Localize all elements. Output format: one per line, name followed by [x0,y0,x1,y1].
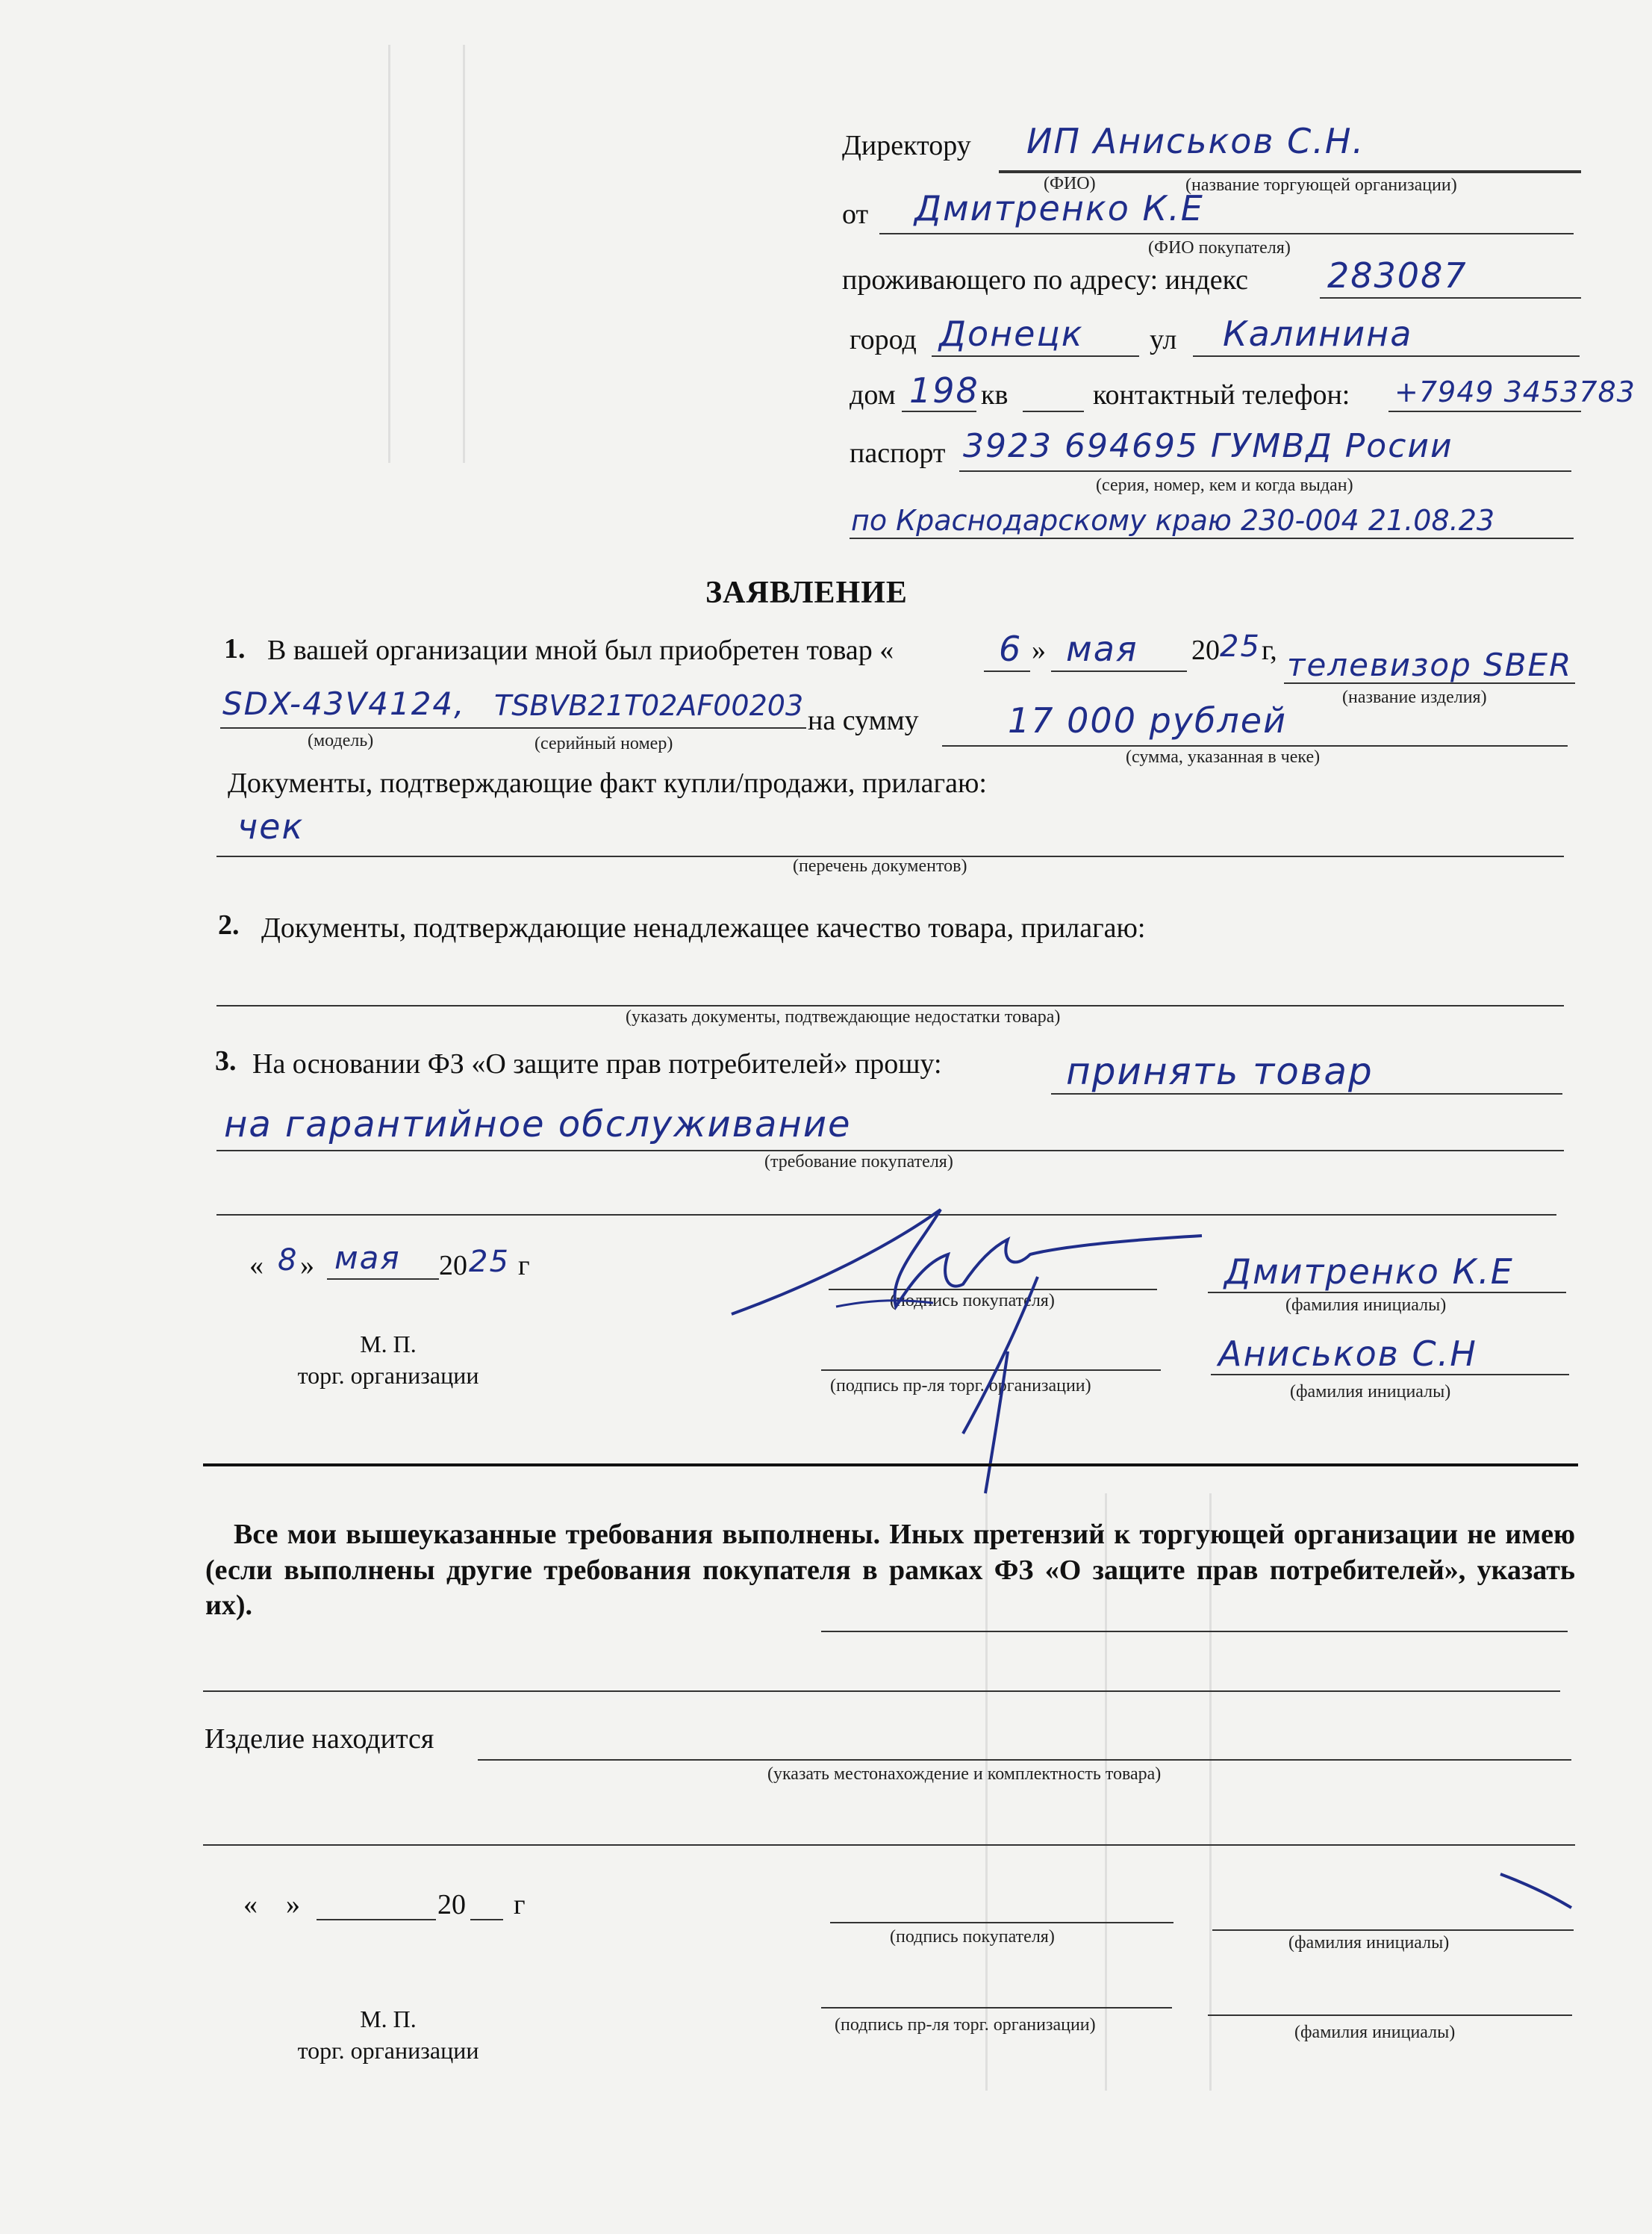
section-divider [203,1463,1578,1466]
stamp-line-1: М. П. [360,1331,417,1357]
purchase-day: 6 [999,629,1023,669]
item-1-number: 1. [224,633,246,665]
date-close: » [300,1250,314,1281]
date-open: « [249,1250,264,1281]
fio-caption: (ФИО) [1044,174,1096,193]
buyer2-signature-line [830,1922,1173,1923]
sign-month: мая [334,1239,401,1276]
docs-value: чек [237,806,305,847]
head-name-caption: (фамилия инициалы) [1290,1382,1451,1401]
model-line [220,727,493,729]
city-line [932,355,1139,357]
from-value: Дмитренко К.Е [914,188,1204,228]
org-caption: (название торгующей организации) [1185,175,1457,195]
director-label: Директору [842,130,971,161]
scan-artifact [388,45,390,463]
buyer2-name-line [1212,1929,1574,1931]
buyer-signature-caption: (подпись покупателя) [890,1291,1055,1310]
house-line [902,411,976,412]
pen-stroke-icon [1493,1867,1583,1911]
quote-close: » [1032,635,1046,666]
street-label: ул [1150,324,1177,355]
stamp-line-2: торг. организации [297,1361,479,1389]
passport-value-2: по Краснодарскому краю 230-004 21.08.23 [851,504,1495,537]
sign-year-suffix: г [518,1250,530,1281]
buyer2-name-caption: (фамилия инициалы) [1288,1933,1450,1953]
head-signature-icon [948,1269,1067,1493]
sign-day: 8 [278,1243,299,1278]
item-2-text: Документы, подтверждающие ненадлежащее качество товара, прилагаю: [261,912,1146,944]
item-2-line [216,1005,1564,1006]
house-value: 198 [909,370,979,411]
item-location-caption: (указать местонахождение и комплектность товара) [767,1764,1162,1784]
sum-label: на сумму [808,705,919,736]
product-value: телевизор SBER [1287,647,1573,683]
head2-name-caption: (фамилия инициалы) [1294,2023,1456,2042]
stamp2-line-2: торг. организации [297,2036,479,2064]
item-2-number: 2. [218,909,240,941]
model-value: SDX-43V4124, [222,685,466,722]
date2-year-prefix: 20 [437,1889,466,1920]
phone-line [1388,411,1581,412]
passport-label: паспорт [850,438,946,469]
from-label: от [842,199,869,230]
director-line [999,170,1581,173]
sign-year: 25 [469,1245,510,1279]
head2-name-line [1208,2014,1572,2016]
year-suffix: г, [1262,635,1277,666]
buyer2-signature-caption: (подпись покупателя) [890,1927,1055,1947]
house-label: дом [850,379,896,411]
stamp-area-2 [276,2004,500,2066]
head2-signature-line [821,2007,1172,2009]
sum-value: 17 000 рублей [1008,700,1287,741]
item-3-text: На основании ФЗ «О защите прав потребителей» прошу: [252,1048,942,1080]
document-title: ЗАЯВЛЕНИЕ [705,576,908,610]
docs-caption: (перечень документов) [793,856,967,876]
phone-label: контактный телефон: [1093,379,1350,411]
model-caption: (модель) [308,731,374,750]
sum-line [942,745,1568,747]
head2-signature-caption: (подпись пр-ля торг. организации) [835,2015,1096,2035]
head-name-line [1211,1374,1569,1375]
completion-paragraph: Все мои вышеуказанные требования выполнены. Иных претензий к торгующей организации не имею (если выполнены другие требования покупателя в рамках ФЗ «О защите прав потребителей», указать их). [205,1519,1575,1621]
index-value: 283087 [1327,255,1468,296]
completion-line-1 [821,1631,1568,1632]
item-3-line-1 [1051,1093,1562,1095]
day-line [984,670,1030,672]
item-3-number: 3. [215,1045,237,1077]
date2-quotes: « » [243,1889,300,1920]
product-caption: (название изделия) [1342,688,1487,707]
item-location-line-2 [203,1844,1575,1846]
stamp2-line-1: М. П. [360,2006,417,2032]
sign-year-prefix: 20 [439,1250,467,1281]
item-2-caption: (указать документы, подтвеждающие недостатки товара) [626,1007,1061,1027]
buyer-name-line [1208,1292,1566,1293]
director-value: ИП Аниськов С.Н. [1026,121,1365,161]
completion-line-2 [203,1690,1560,1692]
buyer-name-value: Дмитренко К.Е [1224,1251,1514,1292]
item-1-text: В вашей организации мной был приобретен товар « [267,635,894,666]
date2-year-line [470,1919,503,1920]
apt-label: кв [981,379,1009,411]
item-location-line [478,1759,1571,1761]
year-prefix: 20 [1191,635,1220,666]
passport-line [959,470,1571,472]
item-3-value-2: на гарантийное обслуживание [224,1104,852,1145]
phone-value: +7949 3453783 [1394,376,1636,408]
month-line [1051,670,1187,672]
date2-month-line [317,1919,436,1920]
street-line [1193,355,1580,357]
head-signature-caption: (подпись пр-ля торг. организации) [830,1376,1091,1396]
head-name-value: Аниськов С.Н [1218,1334,1477,1374]
index-line [1320,297,1581,299]
buyer-caption: (ФИО покупателя) [1148,238,1291,258]
purchase-year: 25 [1220,629,1261,664]
docs-text: Документы, подтверждающие факт купли/продажи, прилагаю: [228,768,987,799]
item-location-label: Изделие находится [205,1723,434,1755]
sum-caption: (сумма, указанная в чеке) [1126,747,1321,767]
stamp-area-1 [276,1329,500,1391]
serial-line [493,727,806,729]
apt-line [1023,411,1084,412]
passport-value: 3923 694695 ГУМВД Росии [963,427,1453,465]
purchase-month: мая [1066,629,1138,669]
date2-year-suffix: г [514,1889,526,1920]
from-line [879,233,1574,234]
street-value: Калинина [1223,314,1413,354]
passport-caption: (серия, номер, кем и когда выдан) [1096,476,1353,495]
serial-value: TSBVB21T02AF00203 [494,689,804,722]
address-label: проживающего по адресу: индекс [842,264,1248,296]
serial-caption: (серийный номер) [534,734,673,753]
item-3-value-1: принять товар [1066,1050,1374,1093]
city-label: город [850,324,917,355]
passport-line-2 [850,538,1574,539]
item-3-line-2 [216,1150,1564,1151]
sign-month-line [327,1278,439,1280]
item-3-caption: (требование покупателя) [764,1152,953,1172]
buyer-name-caption: (фамилия инициалы) [1285,1295,1447,1315]
scan-artifact [463,45,465,463]
city-value: Донецк [939,314,1084,354]
